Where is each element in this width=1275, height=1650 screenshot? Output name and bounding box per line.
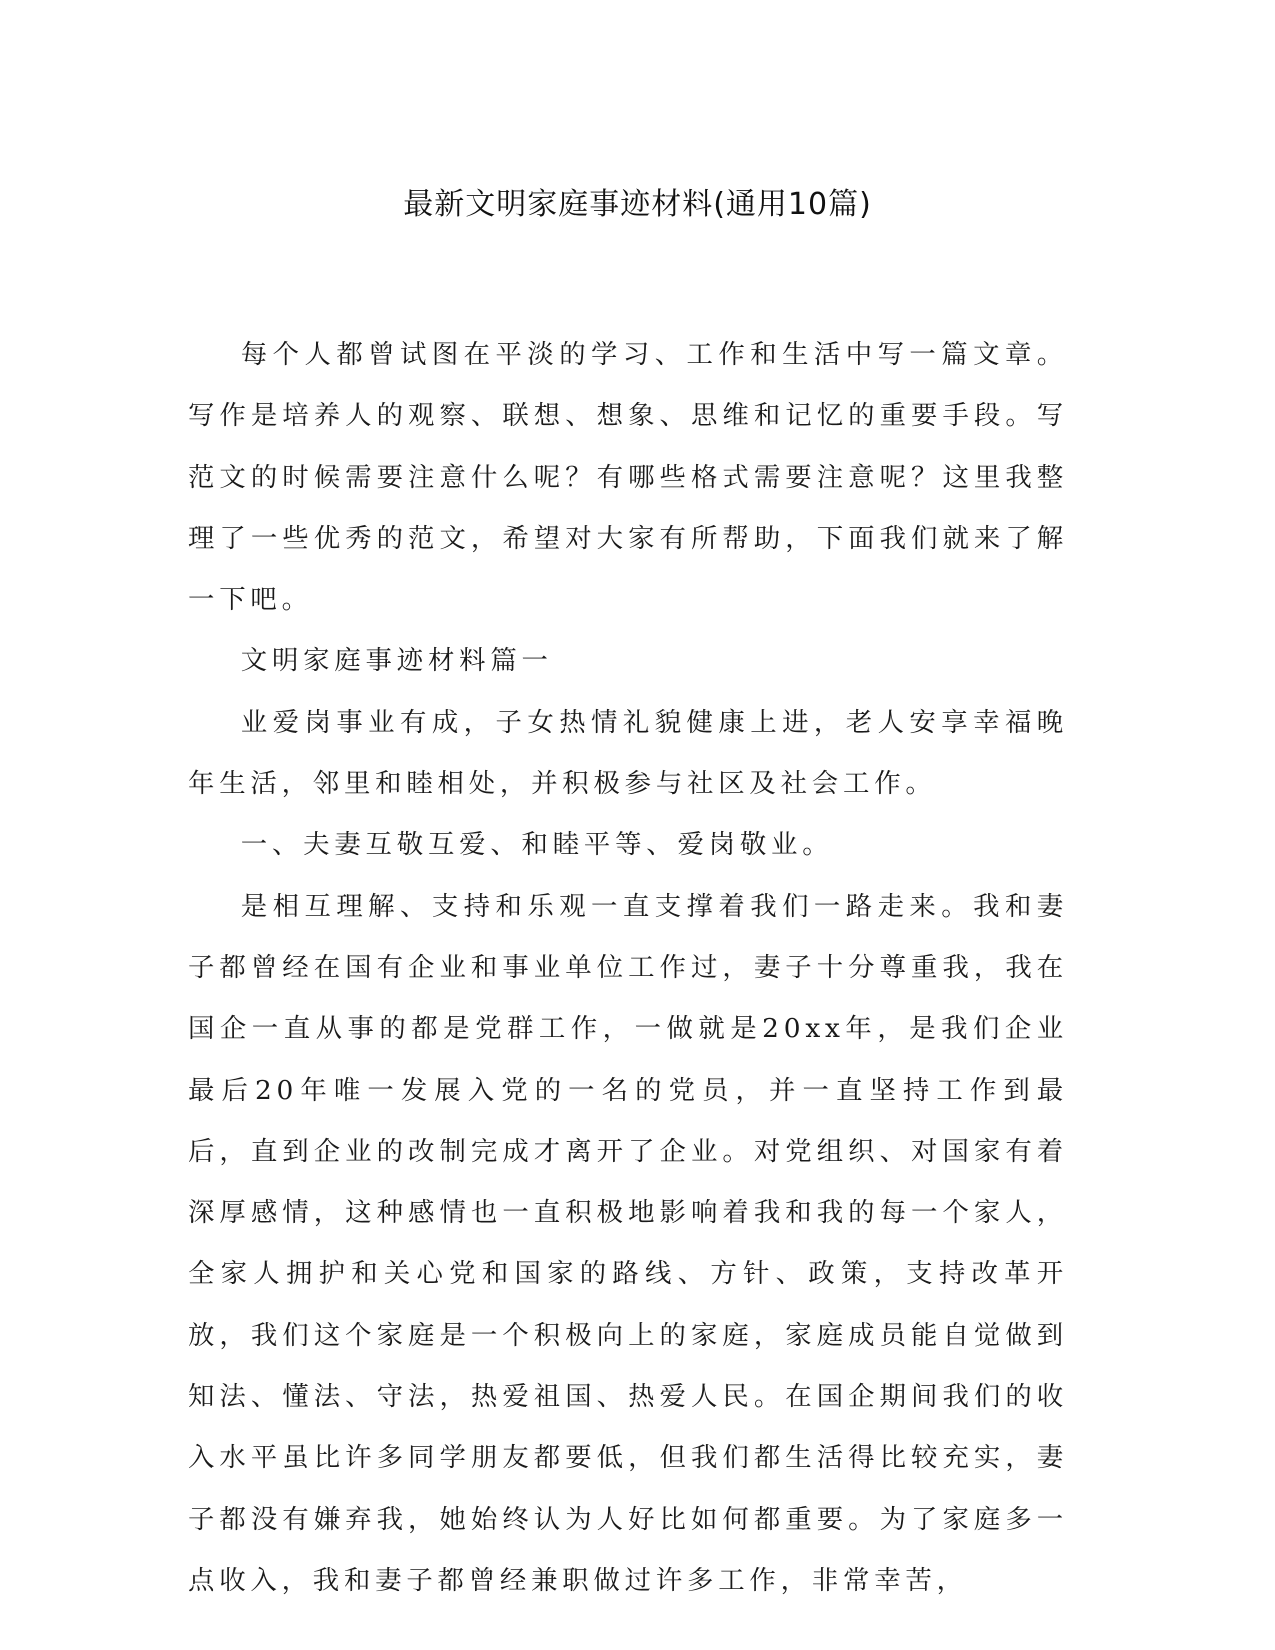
summary-paragraph: 业爱岗事业有成，子女热情礼貌健康上进，老人安享幸福晚年生活，邻里和睦相处，并积极参与社区及社会工作。 <box>188 706 1068 800</box>
document-body <box>188 324 1068 1611</box>
subheading: 一、夫妻互敬互爱、和睦平等、爱岗敬业。 <box>240 829 834 861</box>
body-paragraph: 是相互理解、支持和乐观一直支撑着我们一路走来。我和妻子都曾经在国有企业和事业单位工作过，妻子十分尊重我，我在国企一直从事的都是党群工作，一做就是20xx年，是我们企业最后20年唯一发展入党的一名的党员，并一直坚持工作到最后，直到企业的改制完成才离开了企业。对党组织、对国家有着深厚感情，这种感情也一直积极地影响着我和我的每一个家人，全家人拥护和关心党和国家的路线、方针、政策，支持改革开放，我们这个家庭是一个积极向上的家庭，家庭成员能自觉做到知法、懂法、守法，热爱祖国、热爱人民。在国企期间我们的收入水平虽比许多同学朋友都要低，但我们都生活得比较充实，妻子都没有嫌弃我，她始终认为人好比如何都重要。为了家庭多一点收入，我和妻子都曾经兼职做过许多工作，非常幸苦， <box>188 890 1068 1596</box>
intro-paragraph: 每个人都曾试图在平淡的学习、工作和生活中写一篇文章。写作是培养人的观察、联想、想象、思维和记忆的重要手段。写范文的时候需要注意什么呢？有哪些格式需要注意呢？这里我整理了一些优秀的范文，希望对大家有所帮助，下面我们就来了解一下吧。 <box>188 339 1068 616</box>
document-title: 最新文明家庭事迹材料(通用10篇) <box>403 187 872 222</box>
section-heading: 文明家庭事迹材料篇一 <box>240 645 553 677</box>
